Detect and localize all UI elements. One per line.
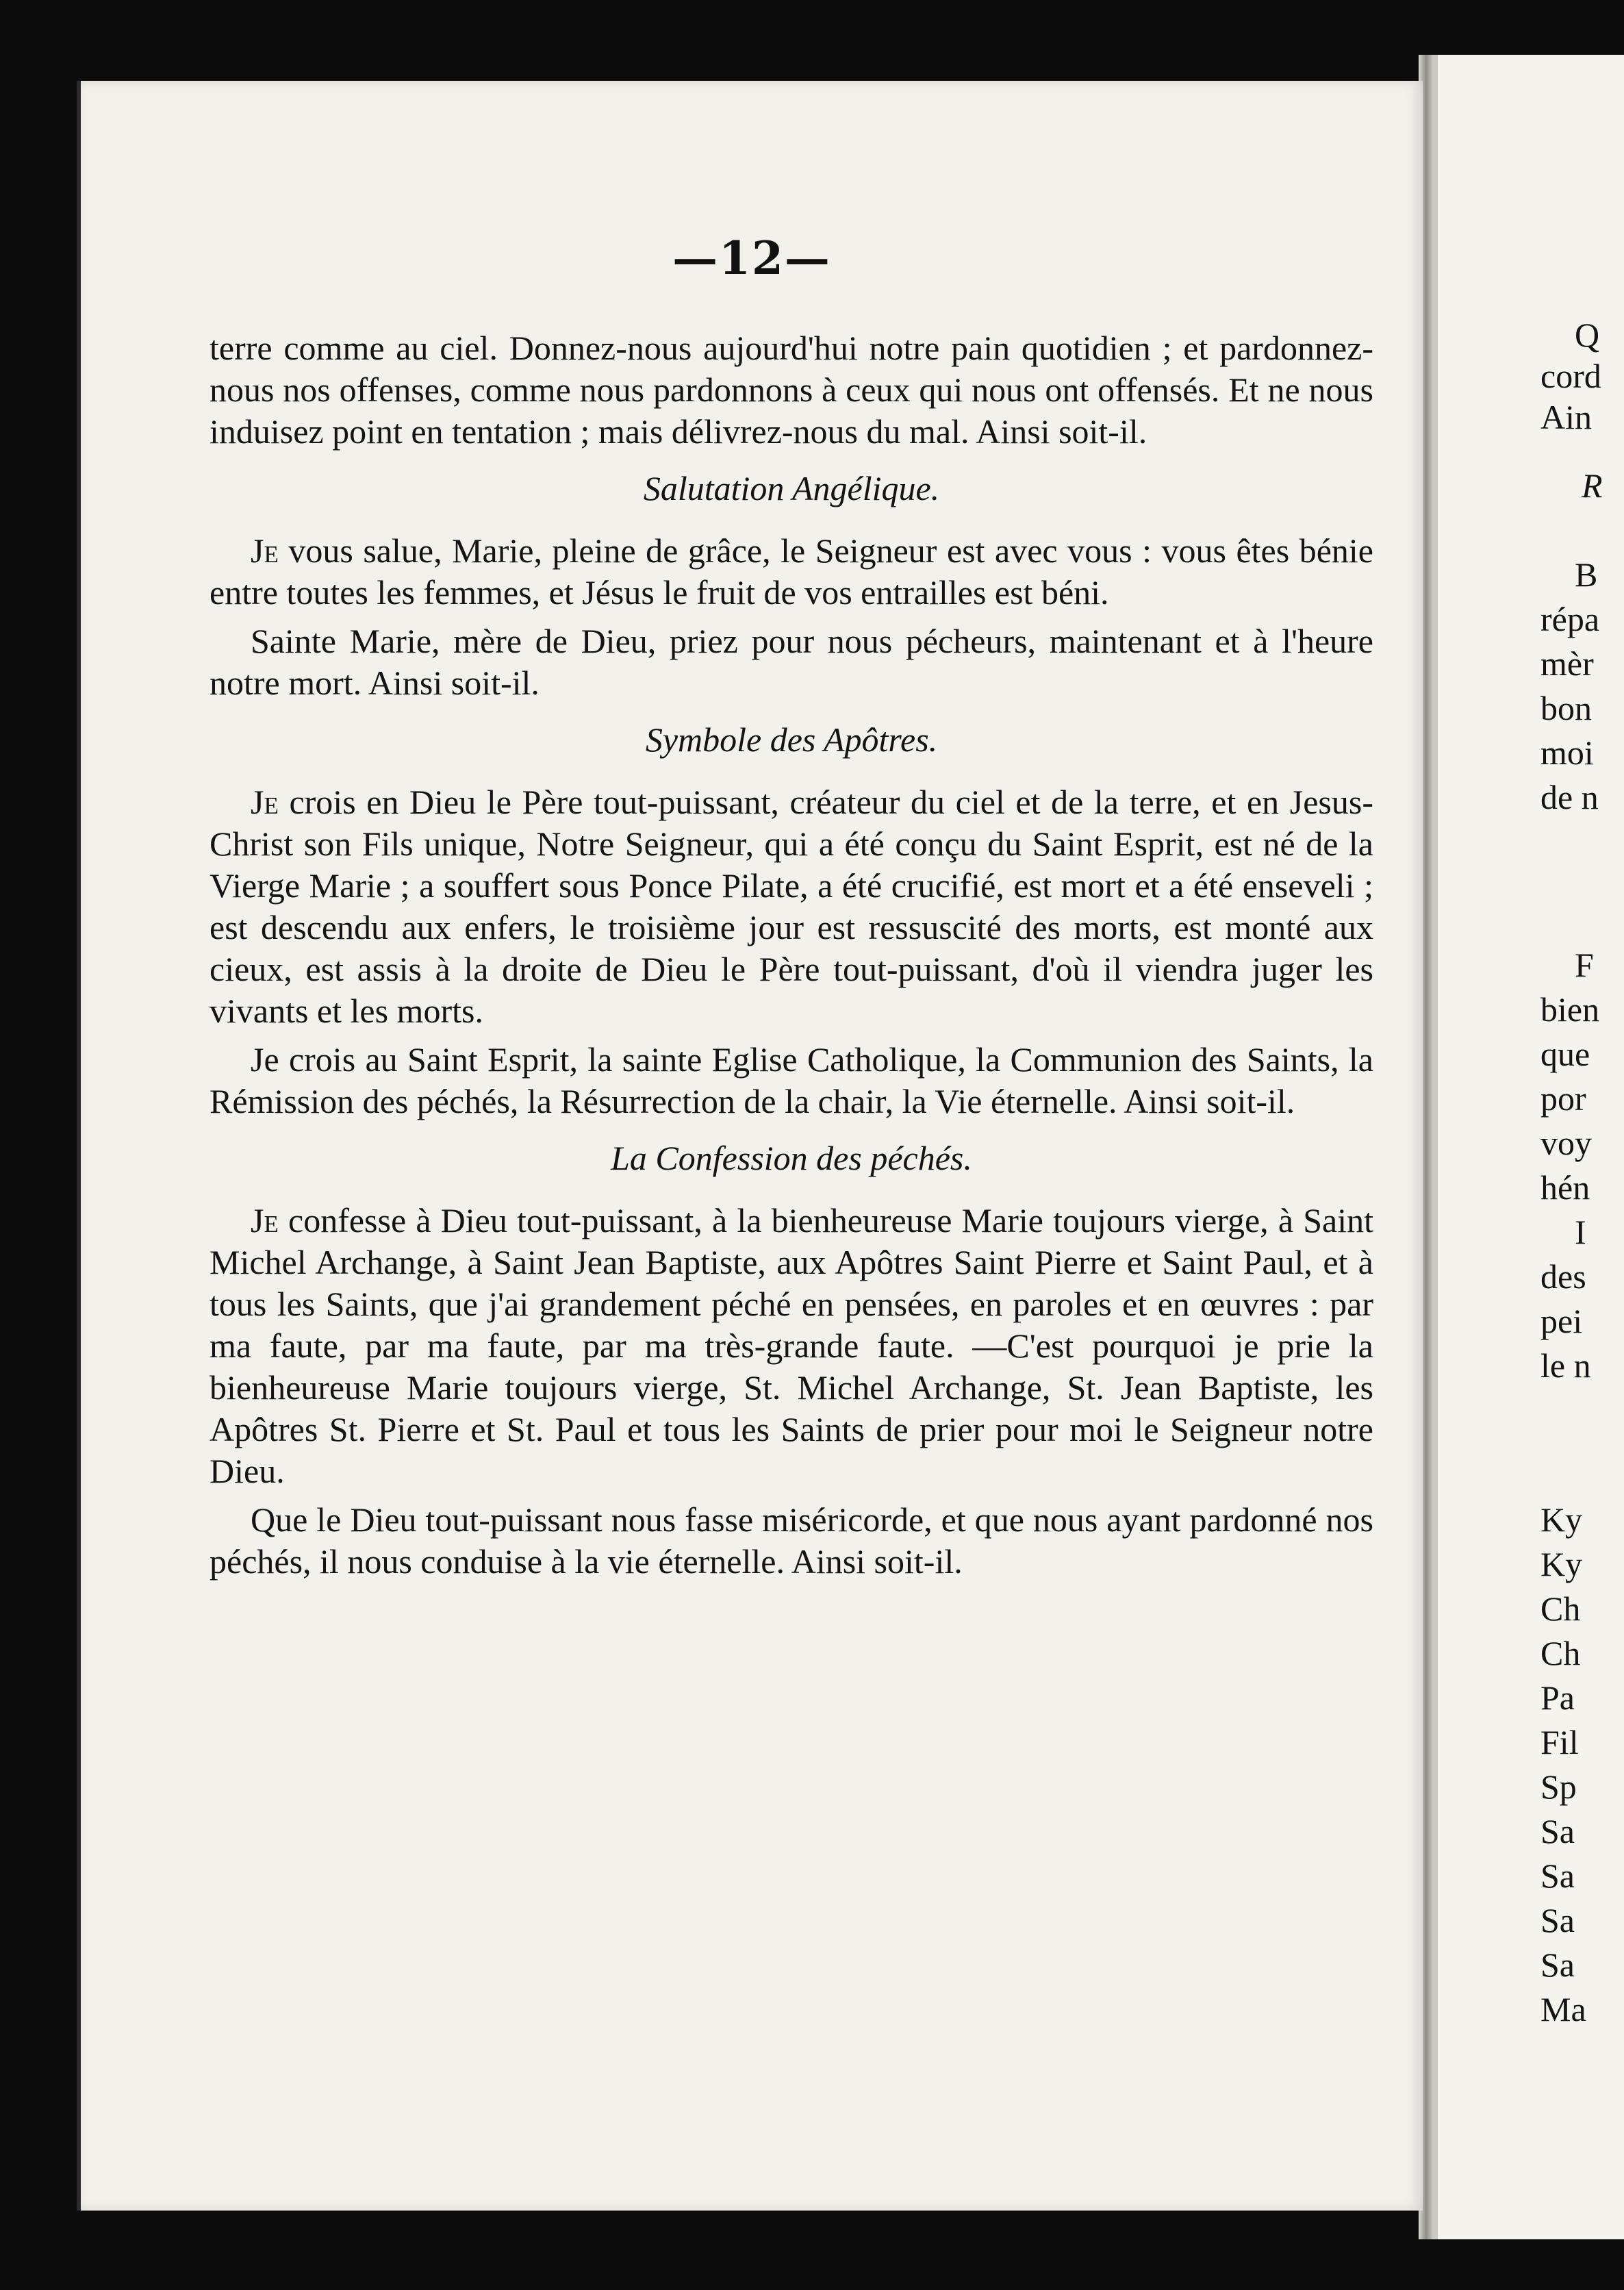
- fragment-line: le n: [1540, 1346, 1591, 1385]
- paragraph-lead: Je: [251, 783, 279, 821]
- fragment-line: des: [1540, 1257, 1586, 1296]
- fragment-line: Sa: [1540, 1946, 1575, 1984]
- left-page: [77, 81, 1423, 2211]
- fragment-line: Ma: [1540, 1990, 1586, 2028]
- paragraph-text: Sainte Marie, mère de Dieu, priez pour nous pécheurs, maintenant et à l'heure notre mort. Ainsi soit-il.: [210, 622, 1373, 702]
- paragraph-text: terre comme au ciel. Donnez-nous aujourd'hui notre pain quotidien ; et pardonnez-nous nos offenses, comme nous pardonnons à ceux qui nous ont offensés. Et ne nous induisez point en tentation ; mais délivrez-nous du mal. Ainsi soit-il.: [210, 329, 1373, 451]
- paragraph-sainte-marie: [210, 620, 1373, 704]
- fragment-line: voy: [1540, 1124, 1592, 1162]
- fragment-line: Ky: [1540, 1500, 1583, 1539]
- fragment-line: Sa: [1540, 1812, 1575, 1850]
- paragraph-text: confesse à Dieu tout-puissant, à la bienheureuse Marie toujours vierge, à Saint Michel Archange, à Saint Jean Baptiste, aux Apôtres Saint Pierre et Saint Paul, et à tous les Saints, que j'ai grandement péché en pensées, en paroles et en œuvres : par ma faute, par ma faute, par ma très-grande faute. —C'est pourquoi je prie la bienheureuse Marie toujours vierge, St. Michel Archange, St. Jean Baptiste, les Apôtres St. Pierre et St. Paul et tous les Saints de prier pour moi le Seigneur notre Dieu.: [210, 1201, 1373, 1490]
- fragment-line: Sa: [1540, 1901, 1575, 1939]
- paragraph-lead: Je: [251, 531, 279, 570]
- fragment-line: B: [1575, 555, 1598, 594]
- fragment-line: bon: [1540, 689, 1592, 727]
- page-number: —12—: [672, 231, 831, 285]
- fragment-line: por: [1540, 1079, 1586, 1118]
- paragraph-text: Je crois au Saint Esprit, la sainte Eglise Catholique, la Communion des Saints, la Rémission des péchés, la Résurrection de la chair, la Vie éternelle. Ainsi soit-il.: [210, 1040, 1373, 1120]
- fragment-line: I: [1575, 1213, 1586, 1251]
- fragment-line: moi: [1540, 733, 1594, 772]
- fragment-line: Ch: [1540, 1589, 1581, 1628]
- facing-page: [1432, 55, 1624, 2239]
- paragraph-text: crois en Dieu le Père tout-puissant, créateur du ciel et de la terre, et en Jesus-Christ son Fils unique, Notre Seigneur, qui a été conçu du Saint Esprit, est né de la Vierge Marie ; a souffert sous Ponce Pilate, a été crucifié, est mort et a été enseveli ; est descendu aux enfers, le troisième jour est ressuscité des morts, est monté aux cieux, est assis à la droite de Dieu le Père tout-puissant, d'où il viendra juger les vivants et les morts.: [210, 783, 1373, 1030]
- fragment-line: Fil: [1540, 1723, 1579, 1761]
- fragment-line: mèr: [1540, 644, 1594, 683]
- fragment-line: Q: [1575, 316, 1600, 354]
- fragment-line: R: [1582, 466, 1603, 505]
- paragraph-credo-saint-esprit: [210, 1039, 1373, 1122]
- heading-salutation-angelique: Salutation Angélique.: [643, 469, 940, 507]
- fragment-line: Ain: [1540, 398, 1592, 436]
- paragraph-lord-prayer-end: [210, 327, 1373, 453]
- paragraph-ave-maria: [210, 530, 1373, 614]
- fragment-line: répa: [1540, 600, 1600, 638]
- fragment-line: Sa: [1540, 1857, 1575, 1895]
- fragment-line: hén: [1540, 1168, 1590, 1207]
- paragraph-text: Que le Dieu tout-puissant nous fasse miséricorde, et que nous ayant pardonné nos péchés, il nous conduise à la vie éternelle. Ainsi soit-il.: [210, 1500, 1373, 1581]
- paragraph-credo: [210, 781, 1373, 1032]
- fragment-line: Ky: [1540, 1545, 1583, 1583]
- fragment-line: pei: [1540, 1302, 1583, 1340]
- paragraph-text: vous salue, Marie, pleine de grâce, le Seigneur est avec vous : vous êtes bénie entre toutes les femmes, et Jésus le fruit de vos entrailles est béni.: [210, 531, 1373, 612]
- fragment-line: de n: [1540, 778, 1599, 816]
- fragment-line: cord: [1540, 357, 1601, 395]
- fragment-line: Pa: [1540, 1678, 1575, 1717]
- page-body: [210, 327, 1373, 1589]
- fragment-line: Sp: [1540, 1767, 1577, 1806]
- fragment-line: que: [1540, 1035, 1590, 1073]
- fragment-line: F: [1575, 946, 1594, 984]
- paragraph-misereatur: [210, 1499, 1373, 1583]
- heading-confession-peches: La Confession des péchés.: [611, 1139, 972, 1177]
- fragment-line: bien: [1540, 990, 1600, 1029]
- fragment-line: Ch: [1540, 1634, 1581, 1672]
- heading-symbole-apotres: Symbole des Apôtres.: [645, 720, 938, 759]
- paragraph-confiteor: [210, 1200, 1373, 1492]
- paragraph-lead: Je: [251, 1201, 279, 1240]
